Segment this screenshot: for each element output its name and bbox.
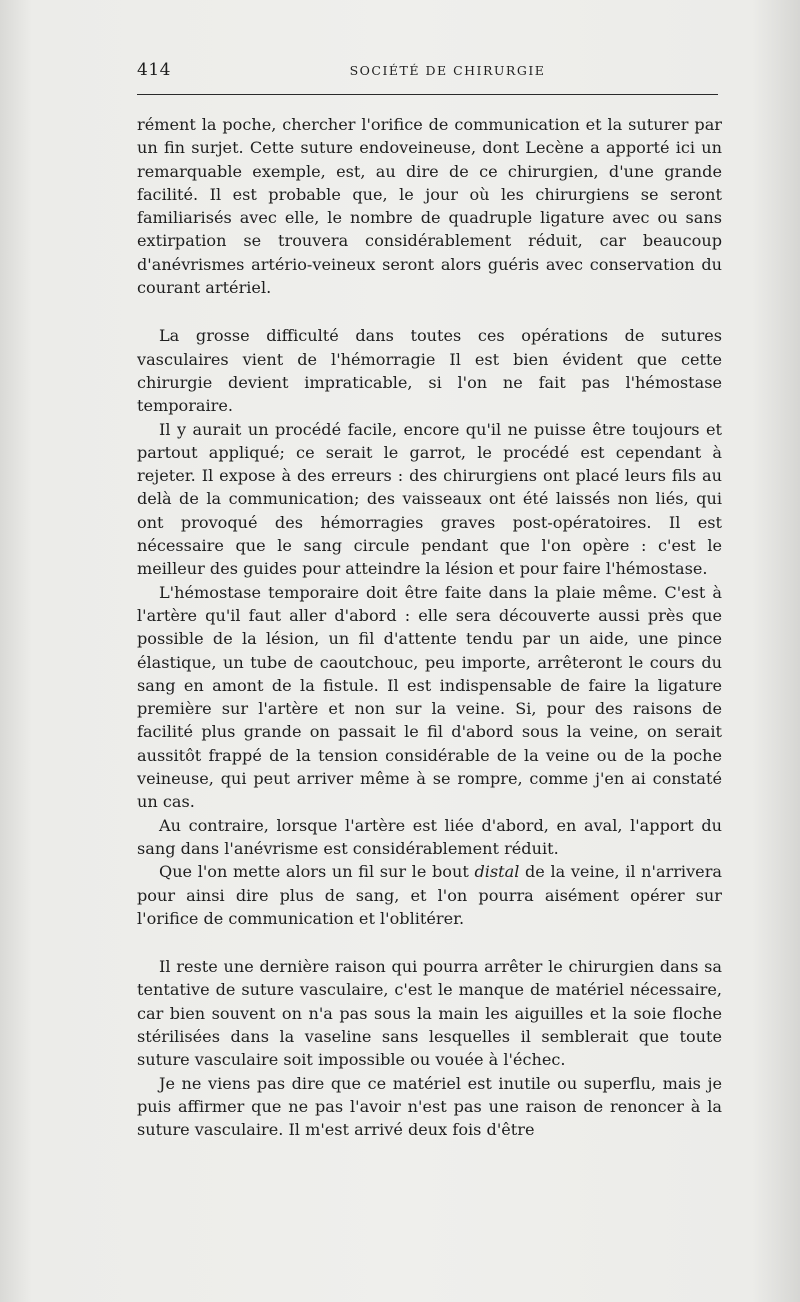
emphasized-word: distal bbox=[474, 862, 520, 882]
paragraph: rément la poche, chercher l'orifice de communication et la suturer par un fin surjet. Cette suture endoveineuse, dont Lecène a apporté ici un remarquable exemple, est, au dire de ce chirurgien, d'une grande facilité. Il est probable que, le jour où les chirurgiens se seront familiarisés avec elle, le nombre de quadruple ligature avec ou sans extirpation se trouvera considérablement réduit, car beaucoup d'anévrismes artério-veineux seront alors guéris avec conservation du courant artériel. bbox=[137, 115, 722, 298]
paragraph-text: Que l'on mette alors un fil sur le bout bbox=[159, 862, 475, 882]
page-header bbox=[137, 54, 718, 94]
paragraph: Il y aurait un procédé facile, encore qu'il ne puisse être toujours et partout appliqué; ce serait le garrot, le procédé est cependant à rejeter. Il expose à des erreurs : des chirurgiens ont placé leurs fils au delà de la communication; des vaisseaux ont été laissés non liés, qui ont provoqué des hémorragies graves post-opératoires. Il est nécessaire que le sang circule pendant que l'on opère : c'est le meilleur des guides pour atteindre la lésion et pour faire l'hémostase. bbox=[137, 419, 722, 579]
paragraph: La grosse difficulté dans toutes ces opérations de sutures vasculaires vient de l'hémorragie Il est bien évident que cette chirurgie devient impraticable, si l'on ne fait pas l'hémostase temporaire. bbox=[137, 326, 722, 416]
paragraph: Je ne viens pas dire que ce matériel est inutile ou superflu, mais je puis affirmer que ne pas l'avoir n'est pas une raison de renoncer à la suture vasculaire. Il m'est arrivé deux fois d'être bbox=[137, 1073, 722, 1140]
paragraph: L'hémostase temporaire doit être faite dans la plaie même. C'est à l'artère qu'il faut aller d'abord : elle sera découverte aussi près que possible de la lésion, un fil d'attente tendu par un aide, une pince élastique, un tube de caoutchouc, peu importe, arrêteront le cours du sang en amont de la fistule. Il est indispensable de faire la ligature première sur l'artère et non sur la veine. Si, pour des raisons de facilité plus grande on passait le fil d'abord sous la veine, on serait aussitôt frappé de la tension considérable de la veine ou de la poche veineuse, qui peut arriver même à se rompre, comme j'en ai constaté un cas. bbox=[137, 582, 722, 812]
page-number: 414 bbox=[137, 60, 171, 80]
paragraph-text: de la veine, il n'arrivera pour ainsi dire plus de sang, et l'on pourra aisément opérer sur l'orifice de communication et l'oblitérer. bbox=[137, 862, 722, 928]
paragraph-with-emphasis bbox=[137, 860, 722, 930]
paragraph: Au contraire, lorsque l'artère est liée d'abord, en aval, l'apport du sang dans l'anévrisme est considérablement réduit. bbox=[137, 815, 722, 858]
running-head: SOCIÉTÉ DE CHIRURGIE bbox=[349, 63, 546, 78]
paragraph: Il reste une dernière raison qui pourra arrêter le chirurgien dans sa tentative de suture vasculaire, c'est le manque de matériel nécessaire, car bien souvent on n'a pas sous la main les aiguilles et la soie floche stérilisées dans la vaseline sans lesquelles il semblerait que toute suture vasculaire soit impossible ou vouée à l'échec. bbox=[137, 957, 722, 1070]
body-text bbox=[137, 113, 722, 1141]
header-rule bbox=[137, 94, 718, 95]
